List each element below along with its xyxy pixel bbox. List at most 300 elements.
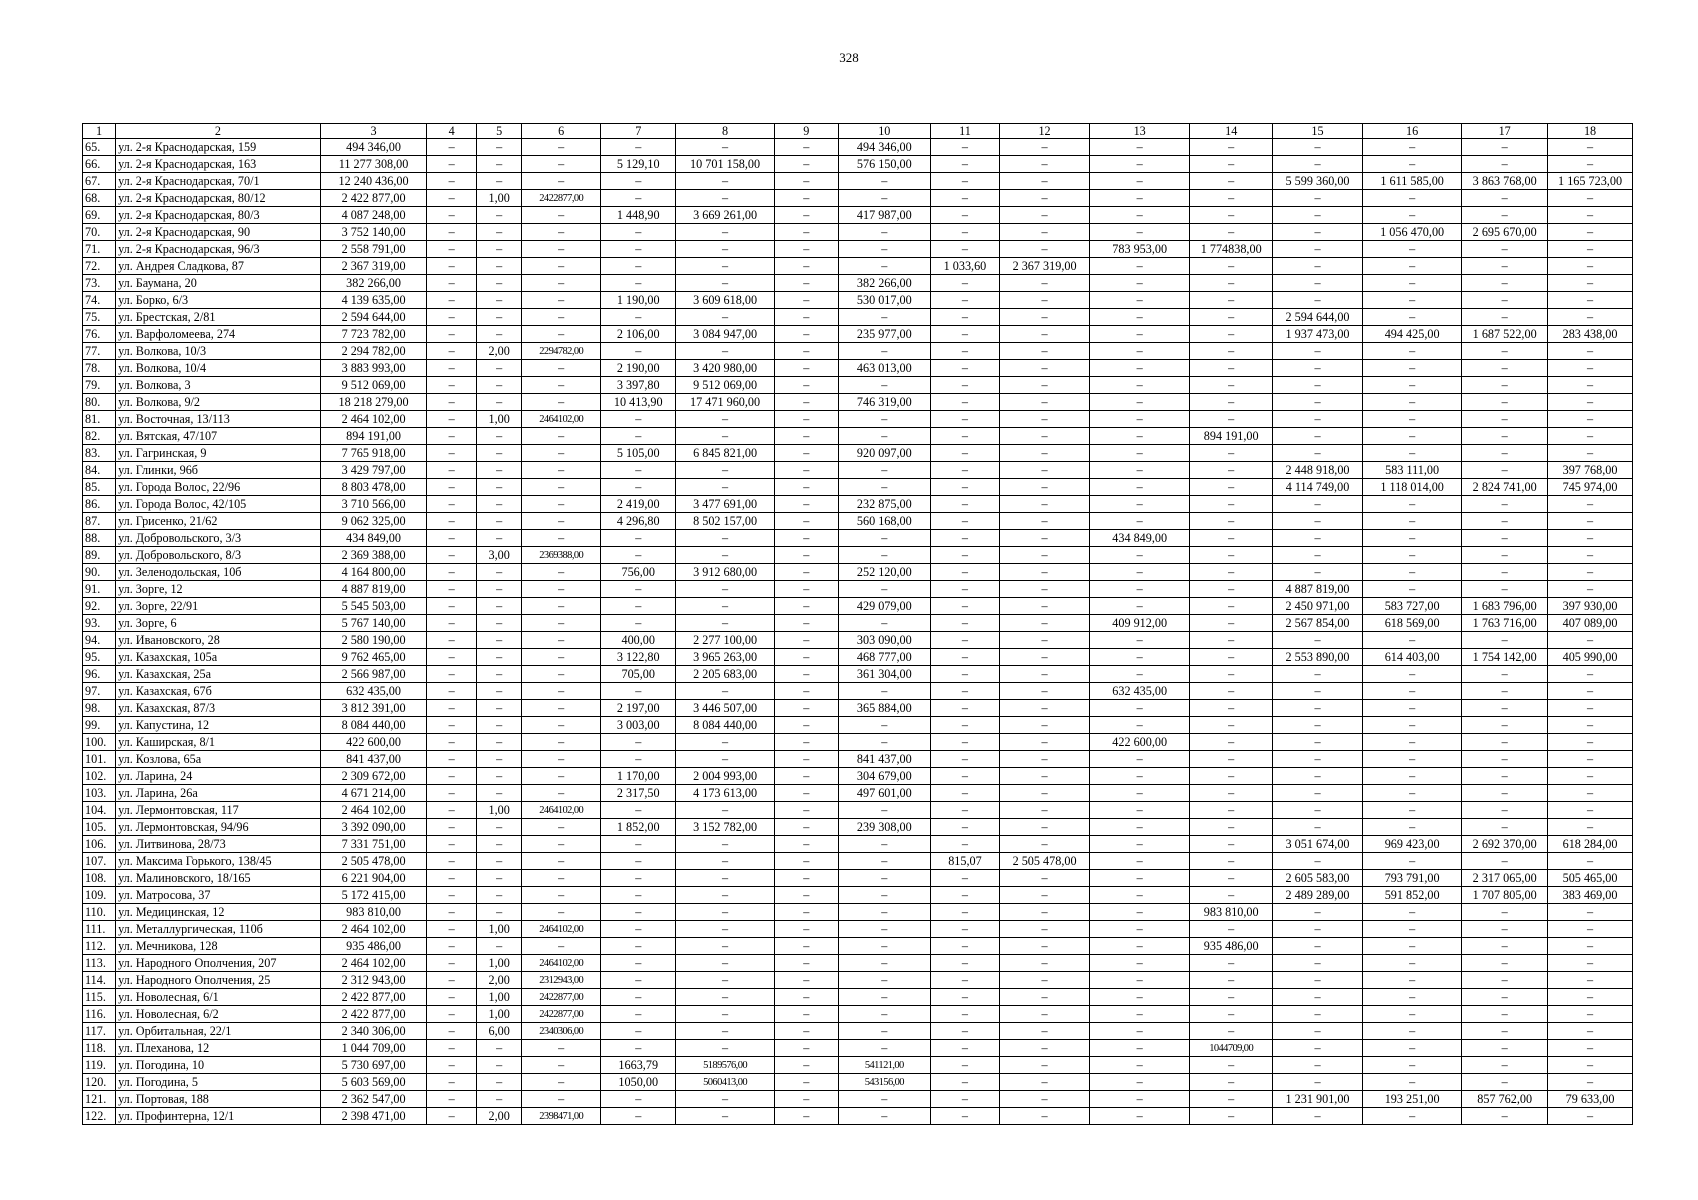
value-cell: – [774,989,838,1006]
value-cell: – [676,411,774,428]
table-row [83,547,1633,564]
value-cell: – [1462,207,1548,224]
value-cell: – [1090,462,1190,479]
value-cell: – [1462,972,1548,989]
value-cell: – [676,938,774,955]
row-number: 77. [83,343,116,360]
value-cell: 463 013,00 [838,360,930,377]
value-cell: 2 464 102,00 [320,802,427,819]
value-cell: – [838,581,930,598]
value-cell: – [1000,649,1090,666]
row-number: 116. [83,1006,116,1023]
row-number: 76. [83,326,116,343]
value-cell: – [601,343,676,360]
value-cell: – [1363,921,1462,938]
value-cell: – [774,564,838,581]
value-cell: – [427,258,477,275]
value-cell: – [427,241,477,258]
value-cell: – [522,853,601,870]
value-cell: – [476,224,521,241]
value-cell: – [1090,547,1190,564]
value-cell: – [601,173,676,190]
value-cell: – [676,1040,774,1057]
value-cell: – [838,1091,930,1108]
value-cell: – [1363,1074,1462,1091]
value-cell: 2 398 471,00 [320,1108,427,1125]
value-cell: – [1462,394,1548,411]
value-cell: 5 172 415,00 [320,887,427,904]
value-cell: – [676,173,774,190]
value-cell: – [774,666,838,683]
value-cell: – [1462,683,1548,700]
value-cell: – [1363,241,1462,258]
address-cell: ул. Города Волос, 42/105 [116,496,321,513]
address-cell: ул. Малиновского, 18/165 [116,870,321,887]
value-cell: – [774,530,838,547]
value-cell: – [1273,768,1363,785]
value-cell: – [930,292,999,309]
address-cell: ул. Казахская, 105а [116,649,321,666]
value-cell: – [427,360,477,377]
value-cell: – [1000,479,1090,496]
value-cell: – [427,411,477,428]
value-cell: – [427,190,477,207]
value-cell: – [1548,751,1633,768]
value-cell: – [476,785,521,802]
value-cell: – [427,615,477,632]
value-cell: – [1090,445,1190,462]
row-number: 90. [83,564,116,581]
value-cell: 2 594 644,00 [1273,309,1363,326]
value-cell: – [838,343,930,360]
value-cell: – [1190,734,1273,751]
value-cell: – [1548,1006,1633,1023]
value-cell: – [427,326,477,343]
value-cell: – [1000,564,1090,581]
value-cell: – [1273,377,1363,394]
value-cell: – [930,1091,999,1108]
table-row [83,377,1633,394]
address-cell: ул. Баумана, 20 [116,275,321,292]
value-cell: – [838,853,930,870]
address-cell: ул. Зеленодольская, 10б [116,564,321,581]
value-cell: – [522,224,601,241]
value-cell: – [676,1091,774,1108]
value-cell: – [930,785,999,802]
value-cell: – [1548,258,1633,275]
value-cell: – [1462,700,1548,717]
address-cell: ул. Погодина, 5 [116,1074,321,1091]
value-cell: – [427,887,477,904]
value-cell: 8 084 440,00 [320,717,427,734]
address-cell: ул. Грисенко, 21/62 [116,513,321,530]
value-cell: – [774,173,838,190]
value-cell: – [427,275,477,292]
value-cell: – [522,1040,601,1057]
value-cell: – [601,275,676,292]
value-cell: – [1000,190,1090,207]
value-cell: – [1000,394,1090,411]
value-cell: – [1000,700,1090,717]
value-cell: – [476,513,521,530]
value-cell: – [1090,513,1190,530]
column-header-2: 2 [116,124,321,139]
value-cell: – [522,836,601,853]
value-cell: – [1363,394,1462,411]
value-cell: 705,00 [601,666,676,683]
address-cell: ул. Капустина, 12 [116,717,321,734]
value-cell: – [1090,343,1190,360]
table-row [83,479,1633,496]
table-row [83,836,1633,853]
value-cell: – [1462,343,1548,360]
value-cell: – [1462,819,1548,836]
row-number: 117. [83,1023,116,1040]
value-cell: 2 340 306,00 [320,1023,427,1040]
value-cell: 4 887 819,00 [320,581,427,598]
value-cell: – [476,377,521,394]
value-cell: – [476,938,521,955]
value-cell: – [1548,734,1633,751]
value-cell: – [1462,768,1548,785]
value-cell: – [1462,292,1548,309]
value-cell: – [774,360,838,377]
value-cell: – [838,938,930,955]
value-cell: – [1363,768,1462,785]
value-cell: – [930,632,999,649]
value-cell: – [476,564,521,581]
row-number: 108. [83,870,116,887]
value-cell: 4 164 800,00 [320,564,427,581]
table-row [83,632,1633,649]
value-cell: – [522,649,601,666]
value-cell: 983 810,00 [1190,904,1273,921]
value-cell: – [774,1023,838,1040]
row-number: 83. [83,445,116,462]
value-cell: – [1190,258,1273,275]
value-cell: 405 990,00 [1548,649,1633,666]
value-cell: – [930,190,999,207]
value-cell: – [930,241,999,258]
value-cell: 10 701 158,00 [676,156,774,173]
value-cell: – [522,513,601,530]
value-cell: – [1462,445,1548,462]
table-row [83,802,1633,819]
table-row [83,870,1633,887]
value-cell: – [1548,156,1633,173]
value-cell: – [1363,360,1462,377]
value-cell: – [1363,853,1462,870]
value-cell: – [774,887,838,904]
value-cell: – [1462,802,1548,819]
value-cell: – [774,343,838,360]
row-number: 106. [83,836,116,853]
value-cell: 3 912 680,00 [676,564,774,581]
value-cell: – [1190,955,1273,972]
value-cell: – [427,377,477,394]
value-cell: – [1363,530,1462,547]
value-cell: – [1363,496,1462,513]
address-cell: ул. Матросова, 37 [116,887,321,904]
table-row [83,173,1633,190]
value-cell: – [1090,496,1190,513]
value-cell: – [1090,581,1190,598]
value-cell: – [427,530,477,547]
value-cell: 2464102,00 [522,802,601,819]
value-cell: – [774,258,838,275]
value-cell: – [1273,496,1363,513]
value-cell: – [1000,666,1090,683]
value-cell: – [774,955,838,972]
value-cell: – [838,1040,930,1057]
value-cell: – [476,853,521,870]
value-cell: – [1190,717,1273,734]
value-cell: – [476,428,521,445]
value-cell: – [930,275,999,292]
value-cell: – [601,615,676,632]
table-row [83,411,1633,428]
value-cell: – [1462,428,1548,445]
value-cell: – [427,853,477,870]
value-cell: – [1462,360,1548,377]
column-header-1: 1 [83,124,116,139]
value-cell: – [1190,309,1273,326]
value-cell: – [774,479,838,496]
value-cell: – [427,1023,477,1040]
value-cell: – [1462,1057,1548,1074]
value-cell: – [1363,445,1462,462]
value-cell: – [930,819,999,836]
address-cell: ул. Новолесная, 6/1 [116,989,321,1006]
value-cell: – [427,700,477,717]
value-cell: – [774,972,838,989]
value-cell: – [601,530,676,547]
value-cell: – [601,734,676,751]
value-cell: 6 221 904,00 [320,870,427,887]
row-number: 86. [83,496,116,513]
value-cell: – [1190,275,1273,292]
value-cell: – [601,955,676,972]
value-cell: – [1548,802,1633,819]
value-cell: – [1548,207,1633,224]
value-cell: – [1000,241,1090,258]
value-cell: – [930,1074,999,1091]
value-cell: – [601,802,676,819]
value-cell: – [1462,309,1548,326]
row-number: 88. [83,530,116,547]
value-cell: – [1190,615,1273,632]
table-row [83,683,1633,700]
value-cell: – [774,326,838,343]
value-cell: – [1000,870,1090,887]
value-cell: – [1273,156,1363,173]
value-cell: – [1090,1091,1190,1108]
value-cell: 2 464 102,00 [320,921,427,938]
value-cell: – [476,326,521,343]
value-cell: 5 129,10 [601,156,676,173]
value-cell: – [1090,394,1190,411]
row-number: 111. [83,921,116,938]
value-cell: – [1000,275,1090,292]
value-cell: – [1190,377,1273,394]
value-cell: – [1190,564,1273,581]
value-cell: – [1000,615,1090,632]
address-cell: ул. Казахская, 67б [116,683,321,700]
value-cell: – [1090,819,1190,836]
address-cell: ул. Ларина, 24 [116,768,321,785]
value-cell: – [838,479,930,496]
value-cell: 361 304,00 [838,666,930,683]
row-number: 92. [83,598,116,615]
value-cell: – [522,1074,601,1091]
value-cell: 79 633,00 [1548,1091,1633,1108]
value-cell: – [838,989,930,1006]
value-cell: 2369388,00 [522,547,601,564]
column-header-9: 9 [774,124,838,139]
value-cell: – [1273,360,1363,377]
column-header-7: 7 [601,124,676,139]
value-cell: – [427,972,477,989]
value-cell: – [774,853,838,870]
table-row [83,921,1633,938]
value-cell: – [1000,717,1090,734]
value-cell: – [676,581,774,598]
value-cell: – [774,768,838,785]
value-cell: – [1273,394,1363,411]
value-cell: – [1363,190,1462,207]
value-cell: – [1000,1091,1090,1108]
value-cell: 382 266,00 [320,275,427,292]
value-cell: – [774,615,838,632]
value-cell: – [1363,1108,1462,1125]
value-cell: 560 168,00 [838,513,930,530]
value-cell: – [1190,326,1273,343]
value-cell: – [522,360,601,377]
value-cell: – [1000,955,1090,972]
value-cell: – [1273,190,1363,207]
value-cell: – [838,955,930,972]
value-cell: – [522,734,601,751]
value-cell: – [1363,513,1462,530]
value-cell: – [476,615,521,632]
value-cell: – [427,513,477,530]
value-cell: – [476,462,521,479]
value-cell: – [476,632,521,649]
value-cell: 2 566 987,00 [320,666,427,683]
row-number: 118. [83,1040,116,1057]
address-cell: ул. 2-я Краснодарская, 163 [116,156,321,173]
value-cell: – [601,309,676,326]
value-cell: – [774,700,838,717]
value-cell: – [774,462,838,479]
value-cell: 3,00 [476,547,521,564]
value-cell: – [676,139,774,156]
value-cell: 1 937 473,00 [1273,326,1363,343]
value-cell: – [676,547,774,564]
value-cell: – [774,649,838,666]
value-cell: – [1273,428,1363,445]
column-header-3: 3 [320,124,427,139]
value-cell: – [1548,1040,1633,1057]
value-cell: – [1273,666,1363,683]
value-cell: – [1090,751,1190,768]
row-number: 82. [83,428,116,445]
value-cell: – [676,751,774,768]
value-cell: – [1190,190,1273,207]
value-cell: 857 762,00 [1462,1091,1548,1108]
value-cell: – [601,836,676,853]
value-cell: 2 567 854,00 [1273,615,1363,632]
value-cell: – [774,1108,838,1125]
value-cell: – [774,785,838,802]
value-cell: 756,00 [601,564,676,581]
value-cell: – [1548,666,1633,683]
value-cell: – [774,394,838,411]
table-row [83,530,1633,547]
value-cell: – [427,1091,477,1108]
value-cell: – [1000,173,1090,190]
value-cell: – [1190,292,1273,309]
value-cell: – [522,683,601,700]
value-cell: 1 190,00 [601,292,676,309]
value-cell: – [1363,938,1462,955]
value-cell: – [1273,632,1363,649]
address-cell: ул. Волкова, 3 [116,377,321,394]
address-cell: ул. Новолесная, 6/2 [116,1006,321,1023]
value-cell: 2 695 670,00 [1462,224,1548,241]
value-cell: – [1190,173,1273,190]
value-cell: – [522,207,601,224]
value-cell: – [476,156,521,173]
value-cell: – [427,547,477,564]
row-number: 110. [83,904,116,921]
value-cell: – [774,156,838,173]
value-cell: – [774,377,838,394]
value-cell: 1,00 [476,921,521,938]
value-cell: 1,00 [476,955,521,972]
table-row [83,309,1633,326]
value-cell: – [1190,156,1273,173]
value-cell: – [774,1040,838,1057]
value-cell: 9 512 069,00 [676,377,774,394]
value-cell: – [1548,309,1633,326]
value-cell: 2 505 478,00 [1000,853,1090,870]
value-cell: – [427,156,477,173]
table-row [83,513,1633,530]
value-cell: 3 710 566,00 [320,496,427,513]
value-cell: – [601,683,676,700]
value-cell: 1 611 585,00 [1363,173,1462,190]
data-table [82,123,1633,1125]
value-cell: – [476,1040,521,1057]
address-cell: ул. Зорге, 12 [116,581,321,598]
value-cell: – [476,819,521,836]
value-cell: – [1090,836,1190,853]
table-row [83,190,1633,207]
row-number: 67. [83,173,116,190]
value-cell: – [838,887,930,904]
column-header-5: 5 [476,124,521,139]
value-cell: – [1090,666,1190,683]
value-cell: – [1190,462,1273,479]
value-cell: 1,00 [476,989,521,1006]
value-cell: – [1462,1023,1548,1040]
value-cell: – [522,156,601,173]
value-cell: – [1548,972,1633,989]
value-cell: – [1462,377,1548,394]
value-cell: – [1190,1006,1273,1023]
value-cell: – [676,887,774,904]
